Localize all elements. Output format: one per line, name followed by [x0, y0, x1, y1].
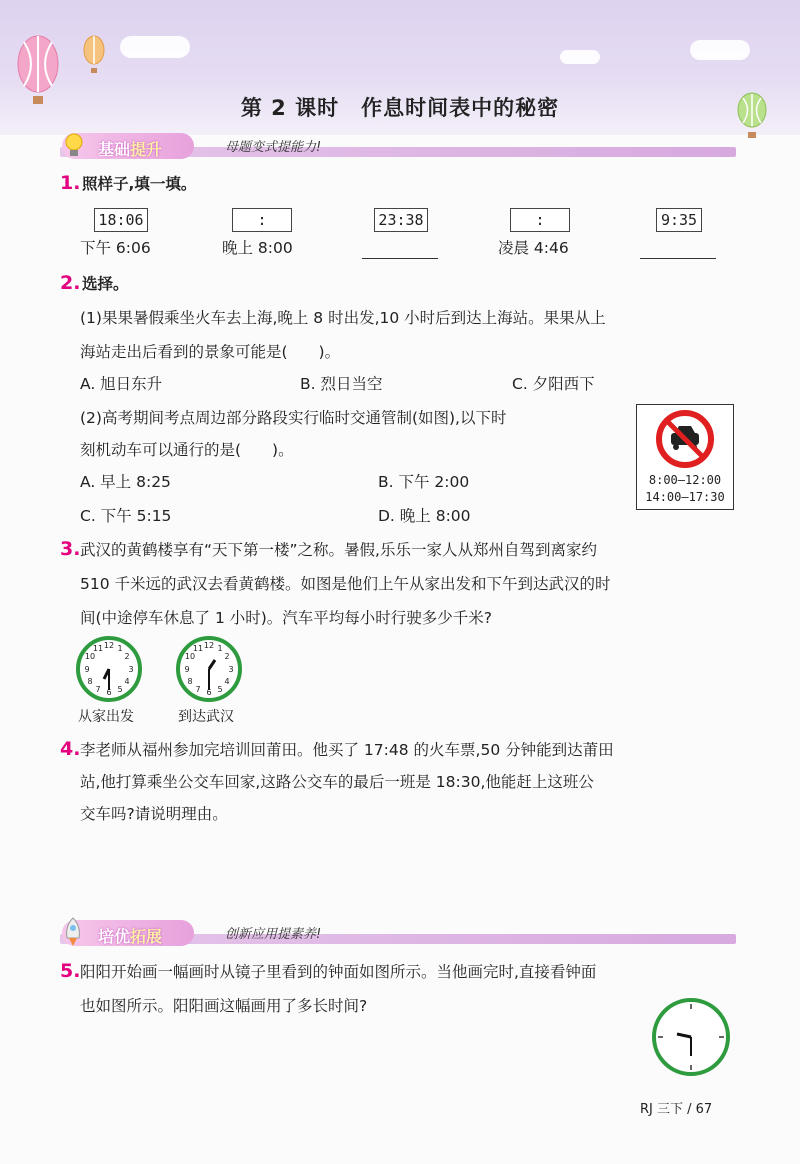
question-text: 刻机动车可以通行的是( )。	[80, 441, 294, 459]
time-box-blank[interactable]: :	[510, 208, 570, 232]
page-footer: RJ 三下 / 67	[640, 1102, 713, 1117]
section-label: 培优拓展	[98, 927, 163, 946]
question-text: 510 千米远的武汉去看黄鹤楼。如图是他们上午从家出发和下午到达武汉的时	[80, 575, 611, 593]
svg-text:4: 4	[124, 677, 130, 686]
question-number: 2.	[60, 272, 81, 294]
question-number: 4.	[60, 738, 81, 760]
svg-text:6: 6	[106, 688, 112, 697]
svg-text:12: 12	[203, 641, 215, 650]
svg-text:6: 6	[206, 688, 212, 697]
svg-text:11: 11	[192, 644, 204, 653]
cloud-decoration	[560, 50, 600, 64]
time-box: 23:38	[374, 208, 428, 232]
svg-text:2: 2	[124, 652, 130, 661]
svg-text:7: 7	[195, 685, 201, 694]
time-box-blank[interactable]: :	[232, 208, 292, 232]
question-number: 1.	[60, 172, 81, 194]
clock-label: 到达武汉	[178, 709, 234, 725]
question-number: 5.	[60, 960, 81, 982]
svg-text:3: 3	[228, 665, 234, 674]
svg-text:7: 7	[95, 685, 101, 694]
section-subtitle: 母题变式提能力!	[225, 140, 322, 155]
clock-depart-icon	[74, 634, 144, 704]
option-a[interactable]: A. 旭日东升	[80, 375, 163, 393]
svg-text:8: 8	[87, 677, 93, 686]
option-c[interactable]: C. 夕阳西下	[512, 375, 595, 393]
option-b[interactable]: B. 烈日当空	[300, 375, 383, 393]
no-vehicles-icon	[637, 407, 733, 471]
question-text: 站,他打算乘坐公交车回家,这路公交车的最后一班是 18:30,他能赶上这班公	[80, 773, 594, 791]
clock-label: 从家出发	[78, 709, 134, 725]
cloud-decoration	[690, 40, 750, 60]
sign-time-1: 8:00—12:00	[648, 473, 722, 487]
svg-text:10: 10	[84, 652, 96, 661]
question-text: 选择。	[82, 275, 129, 293]
question-text: 阳阳开始画一幅画时从镜子里看到的钟面如图所示。当他画完时,直接看钟面	[80, 963, 597, 981]
question-text: 照样子,填一填。	[82, 175, 197, 193]
time-label: 晚上 8:00	[222, 239, 293, 257]
option-c[interactable]: C. 下午 5:15	[80, 507, 172, 525]
page-title: 第 2 课时 作息时间表中的秘密	[240, 96, 560, 120]
section-label: 基础提升	[98, 140, 163, 159]
option-a[interactable]: A. 早上 8:25	[80, 473, 171, 491]
option-d[interactable]: D. 晚上 8:00	[378, 507, 471, 525]
svg-text:4: 4	[224, 677, 230, 686]
question-number: 3.	[60, 538, 81, 560]
clock-mirror-icon	[650, 996, 732, 1078]
svg-text:1: 1	[117, 644, 123, 653]
question-text: 间(中途停车休息了 1 小时)。汽车平均每小时行驶多少千米?	[80, 609, 493, 627]
svg-text:2: 2	[224, 652, 230, 661]
svg-text:5: 5	[217, 685, 223, 694]
time-label: 凌晨 4:46	[498, 239, 569, 257]
svg-text:11: 11	[92, 644, 104, 653]
question-text: 海站走出后看到的景象可能是( )。	[80, 343, 341, 361]
question-text: 李老师从福州参加完培训回莆田。他买了 17:48 的火车票,50 分钟能到达莆田	[80, 741, 614, 759]
section-subtitle: 创新应用提素养!	[225, 927, 322, 942]
question-text: 交车吗?请说明理由。	[80, 805, 228, 823]
svg-text:3: 3	[128, 665, 134, 674]
time-label: 下午 6:06	[80, 239, 151, 257]
time-box: 18:06	[94, 208, 148, 232]
traffic-sign	[636, 404, 734, 510]
option-b[interactable]: B. 下午 2:00	[378, 473, 470, 491]
answer-line[interactable]	[640, 258, 716, 259]
answer-line[interactable]	[362, 258, 438, 259]
svg-text:9: 9	[84, 665, 90, 674]
time-box: 9:35	[656, 208, 702, 232]
question-text: 也如图所示。阳阳画这幅画用了多长时间?	[80, 997, 368, 1015]
svg-text:10: 10	[184, 652, 196, 661]
svg-text:9: 9	[184, 665, 190, 674]
question-text: 武汉的黄鹤楼享有“天下第一楼”之称。暑假,乐乐一家人从郑州自驾到离家约	[80, 541, 597, 559]
question-text: (2)高考期间考点周边部分路段实行临时交通管制(如图),以下时	[80, 409, 507, 427]
cloud-decoration	[120, 36, 190, 58]
clock-arrive-icon	[174, 634, 244, 704]
svg-text:12: 12	[103, 641, 115, 650]
svg-text:8: 8	[187, 677, 193, 686]
sign-time-2: 14:00—17:30	[645, 490, 725, 504]
svg-text:1: 1	[217, 644, 223, 653]
question-text: (1)果果暑假乘坐火车去上海,晚上 8 时出发,10 小时后到达上海站。果果从上	[80, 309, 606, 327]
svg-text:5: 5	[117, 685, 123, 694]
